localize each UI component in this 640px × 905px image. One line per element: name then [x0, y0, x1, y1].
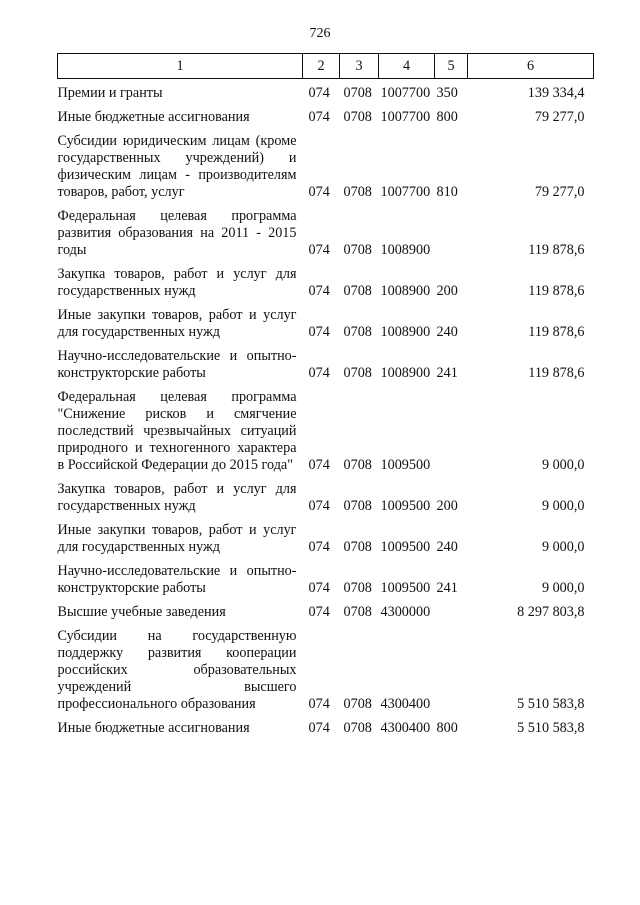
header-cell-2: 2 [303, 54, 340, 79]
table-row [58, 474, 594, 515]
row-expense-type: 200 [436, 283, 458, 299]
row-target-code: 1009500 [380, 539, 431, 555]
row-target-code: 1008900 [380, 283, 431, 299]
row-amount: 119 878,6 [528, 365, 585, 381]
table-header-row [58, 54, 594, 79]
table-row [58, 556, 594, 597]
row-section-code: 0708 [343, 184, 372, 200]
row-section-code: 0708 [343, 720, 372, 736]
row-ministry-code: 074 [308, 457, 330, 473]
row-section-code: 0708 [343, 283, 372, 299]
row-name: Иные закупки товаров, работ и услуг для государственных нужд [57, 307, 297, 340]
row-target-code: 1007700 [380, 109, 431, 125]
row-expense-type: 350 [436, 85, 458, 101]
row-ministry-code: 074 [308, 498, 330, 514]
row-name: Федеральная целевая программа развития образования на 2011 - 2015 годы [57, 208, 297, 258]
row-ministry-code: 074 [308, 242, 330, 258]
row-section-code: 0708 [343, 457, 372, 473]
row-name: Научно-исследовательские и опытно-конструкторские работы [57, 563, 297, 596]
table-row [58, 126, 594, 201]
row-ministry-code: 074 [308, 720, 330, 736]
row-amount: 79 277,0 [534, 184, 585, 200]
row-expense-type: 240 [436, 324, 458, 340]
row-name: Субсидии на государственную поддержку развития кооперации российских образовательных учреждений высшего профессионального образования [57, 628, 297, 712]
row-amount: 9 000,0 [541, 457, 585, 473]
table-row [58, 597, 594, 621]
row-ministry-code: 074 [308, 604, 330, 620]
row-expense-type: 810 [436, 184, 458, 200]
row-amount: 119 878,6 [528, 242, 585, 258]
row-expense-type: 800 [436, 109, 458, 125]
row-section-code: 0708 [343, 324, 372, 340]
row-target-code: 1007700 [380, 85, 431, 101]
row-target-code: 1009500 [380, 498, 431, 514]
row-name: Иные закупки товаров, работ и услуг для государственных нужд [57, 522, 297, 555]
row-amount: 5 510 583,8 [517, 696, 585, 712]
row-target-code: 4300400 [380, 696, 431, 712]
row-section-code: 0708 [343, 498, 372, 514]
row-expense-type [435, 621, 468, 713]
row-amount: 9 000,0 [541, 580, 585, 596]
row-ministry-code: 074 [308, 85, 330, 101]
row-amount: 139 334,4 [527, 85, 585, 101]
row-name: Федеральная целевая программа "Снижение рисков и смягчение последствий чрезвычайных ситуаций природного и техногенного характера в Российской Федерации до 2015 года" [57, 389, 297, 473]
row-ministry-code: 074 [308, 696, 330, 712]
table-row [58, 515, 594, 556]
row-ministry-code: 074 [308, 324, 330, 340]
row-ministry-code: 074 [308, 184, 330, 200]
row-section-code: 0708 [343, 85, 372, 101]
header-cell-4: 4 [379, 54, 435, 79]
table-row [58, 259, 594, 300]
row-section-code: 0708 [343, 604, 372, 620]
row-name: Научно-исследовательские и опытно-конструкторские работы [57, 348, 297, 381]
header-cell-1: 1 [58, 54, 303, 79]
row-expense-type: 200 [436, 498, 458, 514]
row-expense-type: 800 [436, 720, 458, 736]
row-target-code: 4300000 [380, 604, 431, 620]
row-section-code: 0708 [343, 242, 372, 258]
row-target-code: 1008900 [380, 324, 431, 340]
row-section-code: 0708 [343, 365, 372, 381]
row-ministry-code: 074 [308, 109, 330, 125]
row-name: Закупка товаров, работ и услуг для государственных нужд [57, 481, 297, 514]
row-section-code: 0708 [343, 696, 372, 712]
row-name: Субсидии юридическим лицам (кроме государственных учреждений) и физическим лицам - производителям товаров, работ, услуг [57, 133, 297, 200]
page-number: 726 [309, 26, 331, 41]
header-cell-6: 6 [468, 54, 594, 79]
row-expense-type: 241 [436, 365, 458, 381]
row-amount: 9 000,0 [541, 498, 585, 514]
row-expense-type: 240 [436, 539, 458, 555]
row-amount: 79 277,0 [534, 109, 585, 125]
table-row [58, 201, 594, 259]
row-ministry-code: 074 [308, 580, 330, 596]
header-cell-3: 3 [340, 54, 379, 79]
row-target-code: 4300400 [380, 720, 431, 736]
row-target-code: 1008900 [380, 242, 431, 258]
row-name: Иные бюджетные ассигнования [57, 720, 250, 736]
row-amount: 9 000,0 [541, 539, 585, 555]
row-name: Высшие учебные заведения [57, 604, 226, 620]
row-expense-type: 241 [436, 580, 458, 596]
table-row [58, 85, 594, 102]
row-target-code: 1009500 [380, 580, 431, 596]
row-amount: 8 297 803,8 [517, 604, 585, 620]
row-target-code: 1007700 [380, 184, 431, 200]
budget-table [57, 53, 594, 737]
row-target-code: 1009500 [380, 457, 431, 473]
row-name: Закупка товаров, работ и услуг для государственных нужд [57, 266, 297, 299]
table-row [58, 713, 594, 737]
header-cell-5: 5 [435, 54, 468, 79]
row-ministry-code: 074 [308, 365, 330, 381]
row-amount: 5 510 583,8 [517, 720, 585, 736]
table-row [58, 382, 594, 474]
row-section-code: 0708 [343, 109, 372, 125]
row-section-code: 0708 [343, 580, 372, 596]
table-row [58, 300, 594, 341]
table-row [58, 102, 594, 126]
row-expense-type [435, 597, 468, 621]
row-target-code: 1008900 [380, 365, 431, 381]
row-amount: 119 878,6 [528, 324, 585, 340]
row-expense-type [435, 382, 468, 474]
row-name: Премии и гранты [57, 85, 163, 101]
row-expense-type [435, 201, 468, 259]
table-row [58, 341, 594, 382]
row-name: Иные бюджетные ассигнования [57, 109, 250, 125]
row-section-code: 0708 [343, 539, 372, 555]
row-ministry-code: 074 [308, 283, 330, 299]
table-row [58, 621, 594, 713]
row-ministry-code: 074 [308, 539, 330, 555]
row-amount: 119 878,6 [528, 283, 585, 299]
